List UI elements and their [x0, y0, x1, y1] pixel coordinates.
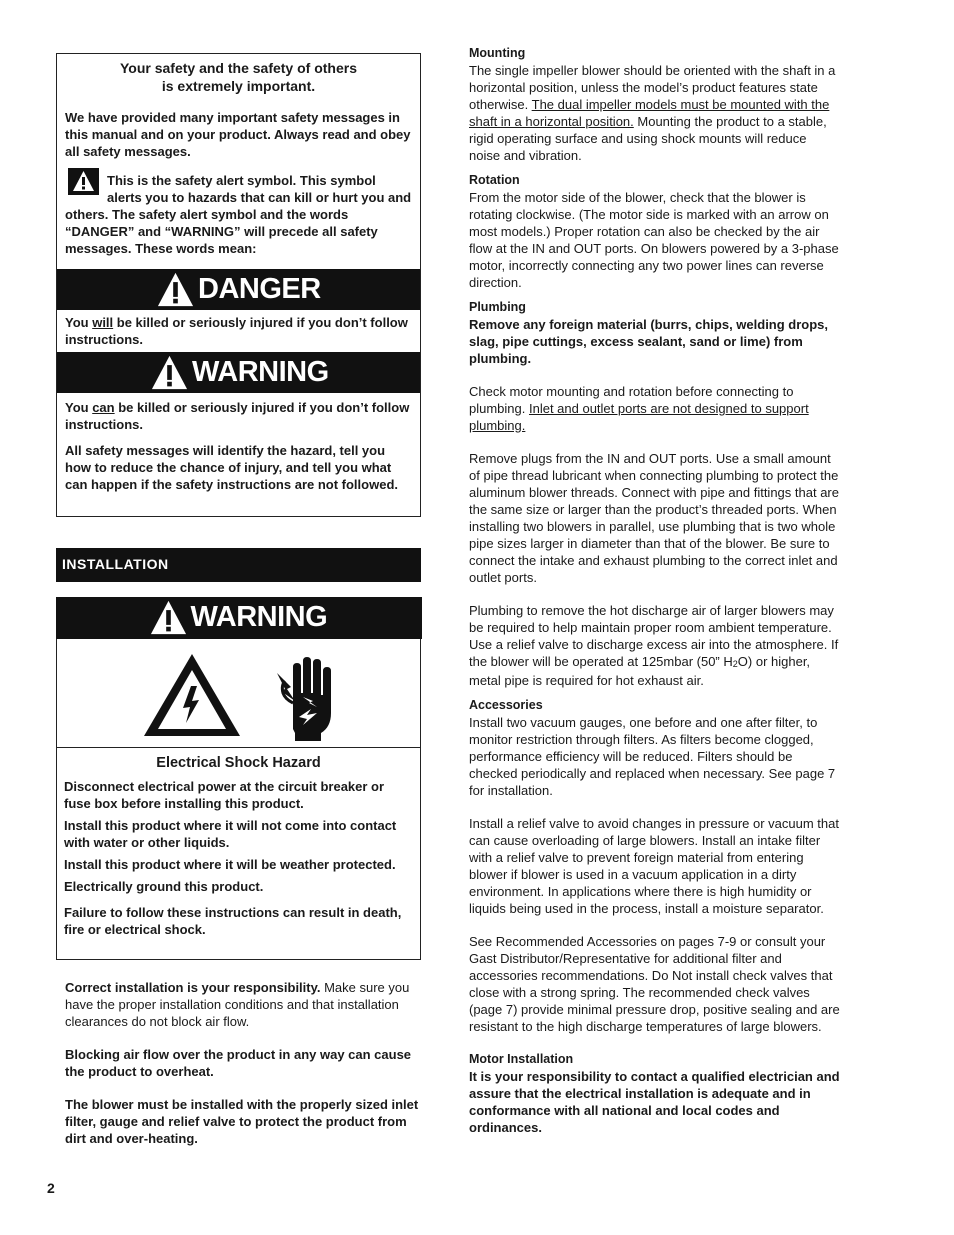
hazard-item: Install this product where it will not come into contact with water or other liquids.: [64, 817, 397, 850]
accessories-section: [469, 697, 841, 1035]
electrical-warning-box: [56, 597, 421, 960]
motor-installation-text: It is your responsibility to contact a qualified electrician and assure that the electrical installation is adequate and in conformance with all national and local codes and ordinances.: [469, 1069, 840, 1135]
right-column: [469, 45, 841, 1136]
hazard-item: Install this product where it will be weather protected.: [64, 856, 396, 872]
installation-notes: [65, 979, 421, 1163]
warning-label: WARNING: [192, 356, 329, 388]
motor-installation-heading: Motor Installation: [469, 1052, 574, 1066]
accessories-recommended: See Recommended Accessories on pages 7-9 or consult your Gast Distributor/Representative for additional filter and accessories recommendations. Do Not install check valves that close with a strong spring. The recommended check valves (page 7) provide minimal pressure drop, positive sealing and are resistant to the high discharge temperatures of large blowers.: [469, 934, 840, 1034]
page-number: 2: [47, 1180, 55, 1196]
hazard-icons: [57, 639, 420, 748]
mounting-section: [469, 45, 841, 164]
safety-all-messages: All safety messages will identify the hazard, tell you how to reduce the chance of injury, and tell you what can happen if the safety instructions are not followed.: [65, 443, 398, 492]
hazard-item: Disconnect electrical power at the circuit breaker or fuse box before installing this product.: [64, 778, 385, 811]
accessories-gauges: Install two vacuum gauges, one before and one after filter, to monitor restriction through filters. As filters become clogged, performance efficiency will be reduced. Filters should be checked periodically and replaced when necessary. See page 7 for installation.: [469, 715, 836, 798]
electrical-shock-hazard-title: Electrical Shock Hazard: [156, 754, 321, 771]
hazard-item: Electrically ground this product.: [64, 878, 264, 894]
electric-hazard-triangle-icon: [141, 651, 243, 739]
rotation-text: From the motor side of the blower, check that the blower is rotating clockwise. (The motor side is marked with an arrow on most models.) Proper rotation can also be checked by the air flow at the IN and OUT ports. On blowers powered by a 3-phase motor, incorrectly connecting any two power lines can reverse direction.: [469, 190, 839, 290]
rotation-section: [469, 172, 841, 291]
motor-installation-section: [469, 1051, 841, 1136]
danger-banner: [57, 269, 420, 310]
correct-installation-note: Correct installation is your responsibility. Make sure you have the proper installation conditions and that installation clearances do not block air flow.: [65, 980, 410, 1029]
safety-intro: We have provided many important safety messages in this manual and on your product. Always read and obey all safety messages.: [65, 110, 411, 159]
danger-description: You will be killed or seriously injured if you don’t follow instructions.: [65, 315, 408, 347]
plumbing-heading: Plumbing: [469, 300, 526, 314]
plumbing-plugs: Remove plugs from the IN and OUT ports. Use a small amount of pipe thread lubricant when connecting plumbing to protect the aluminum blower threads. Connect with pipe and fittings that are the same size or larger than the product’s threaded ports. When installing two blowers in parallel, use plumbing that is two whole pipe sizes larger in diameter than that of the blower. Be sure to connect the intake and exhaust plumbing to the correct inlet and outlet ports.: [469, 451, 839, 585]
warning-banner: [57, 352, 420, 393]
warning-alert-icon: [151, 354, 188, 391]
danger-label: DANGER: [198, 273, 321, 305]
plumbing-warning: Remove any foreign material (burrs, chips, welding drops, slag, pipe cuttings, excess sealant, sand or lime) from plumbing.: [469, 317, 829, 366]
hazard-item: Failure to follow these instructions can result in death, fire or electrical shock.: [64, 904, 402, 937]
safety-title: Your safety and the safety of others is extremely important.: [119, 60, 357, 94]
plumbing-section: [469, 299, 841, 689]
plumbing-hot-air: Plumbing to remove the hot discharge air of larger blowers may be required to help maintain proper room ambient temperature. Use a relief valve to discharge excess air into the atmosphere. If the blower will be operated at 125mbar (50” $H_2O$) or higher, metal pipe is required for hot exhaust air.: [469, 603, 839, 688]
plumbing-check: Check motor mounting and rotation before connecting to plumbing. Inlet and outlet ports are not designed to support plumbing.: [469, 384, 809, 433]
hand-shock-icon: [277, 653, 339, 743]
mounting-text: The single impeller blower should be oriented with the shaft in a horizontal position, unless the model’s product features state otherwise. The dual impeller models must be mounted with the shaft in a horizontal position. Mounting the product to a stable, rigid operating surface and using shock mounts will reduce noise and vibration.: [469, 63, 836, 163]
install-warning-banner: [56, 597, 422, 639]
safety-alert-icon: [68, 168, 99, 195]
danger-alert-icon: [157, 271, 194, 308]
install-warning-alert-icon: [150, 599, 187, 636]
installation-heading: INSTALLATION: [56, 548, 421, 582]
install-warning-label: WARNING: [190, 600, 328, 633]
rotation-heading: Rotation: [469, 173, 520, 187]
blower-filter-note: The blower must be installed with the properly sized inlet filter, gauge and relief valve to protect the product from dirt and over-heating.: [65, 1097, 419, 1146]
safety-alert-paragraph: This is the safety alert symbol. This symbol alerts you to hazards that can kill or hurt you and others. The safety alert symbol and the words “DANGER” and “WARNING” will precede all safety messages. These words mean:: [57, 172, 420, 257]
accessories-relief-valve: Install a relief valve to avoid changes in pressure or vacuum that can cause overloading of large blowers. Install an intake filter with a relief valve to prevent foreign material from entering blower if blower is used in a vacuum application in a dirty environment. In applications where there is high humidity or liquids being used in the process, install a moisture separator.: [469, 816, 839, 916]
blocking-airflow-note: Blocking air flow over the product in any way can cause the product to overheat.: [65, 1047, 412, 1079]
safety-box: [56, 53, 421, 517]
mounting-heading: Mounting: [469, 46, 526, 60]
accessories-heading: Accessories: [469, 698, 543, 712]
warning-description: You can be killed or seriously injured if you don’t follow instructions.: [65, 400, 410, 432]
